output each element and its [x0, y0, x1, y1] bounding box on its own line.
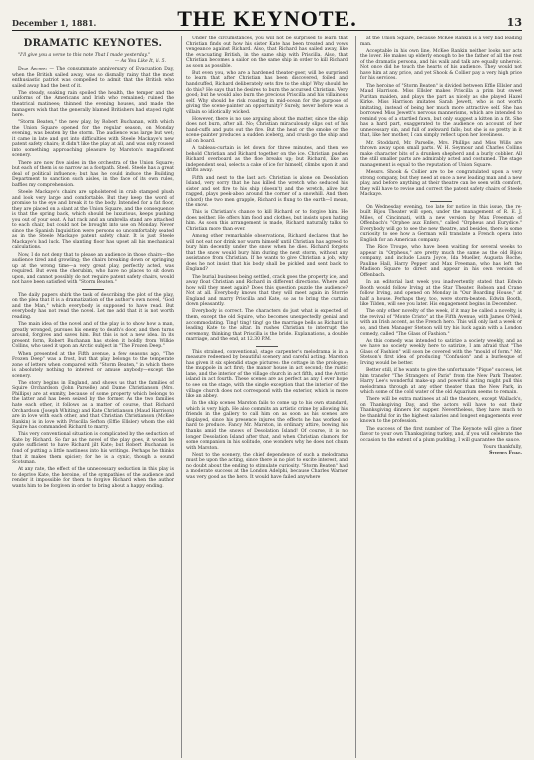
closing: Yours thankfully, [483, 445, 522, 451]
col1-paragraph-10: This very conventional situation is complicated by the seduction of Kate by Richard. So far as the novel of the play goes, it would be quite sufficient to have Richard jilt Kate; but Robert Buchanan is fond of putting a little nastiness into his writings. Perhaps he thinks that it makes them spicier; for he is a cynic, though a sound Scotsman. [12, 432, 174, 466]
section-divider [82, 289, 104, 290]
col1-paragraph-2: "Storm Beaten," the new play, by Robert Buchanan, with which the Union Square opened for the regular season, on Monday evening, was beaten by the storm. The audience was large but wet; it came in late and got into difficulties with Steele Mackaye's new patent safety chairs; it didn't like the play at all, and was only roused into something approaching pleasure by Marston's magnificent scenery. [12, 120, 174, 159]
col3-paragraph-6: The Rice Troupe, who have been waiting for several weeks to appear in "Orpheus," are pretty much the same as the old Bijou company, and include Laura Joyce, Ida Mueller, Augusta Roche, Pauline Hall, Harry Pepper and Max Freeman, who has left the Madison Square to direct and appear in his own version of Offenbach. [360, 245, 522, 278]
col3-paragraph-5: On Wednesday evening, too late for notice in this issue, the re-built Bijou Theater will open, under the management of R. E. J. Miles, of Cincinnati, with a new version by Max Freeman of Offenbach's "Orphee aux Enfers," called "Orpheus and Eurydice." Everybody will go to see the new theatre, and besides, there is some curiosity to see how a German will translate a French opera into English for an American company. [360, 204, 522, 243]
article-title: DRAMATIC KEYNOTES. [23, 38, 163, 49]
salutation-paragraph [12, 67, 174, 89]
col2-paragraph-7: The burial business being settled, crack goes the property ice, and away float Christian and Richard in different directions. Where and how will they meet again? Does this question puzzle the audience? Not at all. Everybody knows that they will meet again in Storrie England and marry Priscilla and Kate, so as to bring the curtain down pleasantly. [186, 274, 348, 308]
col1-paragraph-0: — The consummate anniversary of Evacuation Day, when the British sailed away, was so dismally rainy that the most enthusiastic patriot was compelled to admit that the British who sailed away had the best of it. [12, 67, 174, 89]
article-columns [12, 36, 522, 758]
col2-paragraph-6: Among other remarkable observations, Richard declares that he will not eat nor drink nor warm himself until Christian has agreed to bury him decently under the snow when he dies. Richard forgets that the snow would bury him during the next storm, without any assistance from Christian. If he wants to give Christian a job, why does he not insist that his body shall be pickled and sent back to England? [186, 234, 348, 273]
epigraph [18, 53, 174, 64]
col2-paragraph-3: A tableau-curtain is let down for three minutes, and then we behold Christian and Richard together on the ice. Christian pushes Richard overboard as the floe breaks up; but Richard, like an independent seal, selects a cake of ice for himself, climbs upon it and drifts away. [186, 146, 348, 174]
col2-paragraph-9: This strained, conventional, stage carpenter's melodrama is in a measure redeemed by beautiful scenery and careful acting. Marston has given it six splendid stage pictures: the cottage in the prologue; the muppole in act first; the manor house in act second; the rustic lane, and the interior of the village church in act fifth, and the Arctic island in act fourth. These scenes are as perfect as any I ever hope to see on the stage, with the single exception that the interior of the village church does not correspond with the exterior, which is more like an abbey. [186, 349, 348, 400]
epigraph-source: — As You Like It, ii. 5. [114, 58, 166, 64]
col2-paragraph-4: Fifth and next to the last act: Christian is alone on Desolation Island, very sorry that he has killed the wretch who seduced his sister and set fire to his ship (doesn't) and the wretch, alive but ragged, plays peek-aboo around the corner of a snowhill. And then (chord) the two men grapple, Richard is flung to the earth—I mean, the snow. [186, 175, 348, 209]
masthead-title: THE KEYNOTE. [177, 6, 357, 31]
col3-paragraph-8: The only other novelty of the week, if it may be called a novelty, is the revival of "Monte Cristo" at the Fifth Avenue, with James O'Neil, with an Irish accent, as the French hero. This will only last a week or so, and then Manager Stetson will try his luck again with a London comedy, called "The Glass of Fashion." [360, 309, 522, 337]
epigraph-text: "I'll give you a verse to this note That I made yesterday." [18, 53, 150, 58]
section-divider [430, 201, 452, 202]
section-divider [256, 346, 278, 347]
col3-paragraph-4: Messrs. Shook & Collier are to be congratulated upon a very strong company, but they need at once a new leading man and a new play, and before anything at their theatre can be seen with comfort, they will have to revise and correct the patent safety chairs of Steele Mackaye. [360, 169, 522, 198]
col1-paragraph-3: There are now five aisles in the orchestra of the Union Square; but each of them is so narrow as a footpath. Steel. Steele has a great deal of political influence; but has he could induce the Building Department to sanction such aisles, in the face of its own rules, baffles my comprehension. [12, 160, 174, 188]
col1-paragraph-6: The daily papers shirk the task of describing the plot of the play, on the plea that it is a dramatization of the author's own novel, "God and the Man," which everybody is supposed to have read. But everybody has not read the novel. Let me add that it is not worth reading. [12, 292, 174, 321]
page-header [12, 6, 522, 31]
col3-paragraph-9: As this comedy was intended to satirize a society weekly, and as we have no society weekly here to satirize, I am afraid that "The Glass of Fashion" will soon be covered with the "mould of form." Mr. Stetson's first idea of producing "Confusion" and a burlesque of Irving would be better. [360, 338, 522, 366]
col1-paragraph-9: The story begins in England, and shows us that the families of Squire Orchardson (John Parselle) and Dame Christianson (Mrs. Phillips) are at enmity, because of some property which belongs to the latter and has been seized by the former. As the two families hate each other, it follows as a matter of course, that Richard Orchardson (Joseph Whiting) and Kate Christianson (Maud Harrison) are in love with each other, and that Christian Christianson (McKee Rankin) is in love with Priscilla Sefton (Effie Ellsler) whom the old Squire has commanded Richard to marry. [12, 380, 174, 431]
page-number: 13 [506, 16, 522, 29]
col3-paragraph-10: Better still, if he wants to give the unfortunate "Pique" success, let him transfer "The Strangers of Paris" from the New Park Theater. Harry Lee's wonderful make-up and powerful acting might pull this melodrama through at any other theater than the New Park, in which some of the cold water of the old Aquarium seems to remain. [360, 367, 522, 396]
col2-paragraph-8: Everybody is correct. The characters do just what is expected of them, except the old Squire, who becomes unexpectedly genial and accommodating. Ting! ting! ting! go the marriage bells as Richard is leading Kate to the altar. In rushes Christian to interrupt the ceremony, thinking that Priscilla is the bride. Explanations, a double marriage, and the end, at 12.30 P.M. [186, 309, 348, 343]
col3-paragraph-12: The success of the first number of The Keynote will give a finer flavor to your own Thanksgiving turkey, and, if you will celebrate the occasion to the extent of a plum pudding, I will guarantee the sauce. [360, 426, 522, 443]
salutation: Dear Archer: [18, 67, 48, 73]
column-3 [355, 36, 522, 758]
col3-paragraph-11: There will be extra matinees at all the theaters, except Wallack's, on Thanksgiving Day, and the actors will have to eat their Thanksgiving dinners for supper. Nevertheless, they have much to be thankful for in the highest salaries and longest engagements ever known to the profession. [360, 397, 522, 425]
col2-paragraph-2: However, there is no use arguing about the matter, since the ship does not burn, after all. No; Christian miraculously slips out of his hand-cuffs and puts out the fire. But the heat or the smoke or the scene-painter produces a sudden iceberg, and crush go the ship and all on board. [186, 116, 348, 145]
col1-paragraph-1: The steady, soaking rain spoiled the health, the temper and the uniforms of the Americans and Irish who remained; ruined the theatrical matinees; thinned the evening houses, and made the managers wish that the generally blamed Britishers had stayed right here. [12, 90, 174, 119]
issue-date: December 1, 1881. [12, 18, 97, 28]
col1-paragraph-11: At any rate, the effect of the unnecessary seduction in this play is to deprive Kate, the heroine, of the sympathies of the audience and render it impossible for them to forgive Richard when the author wants him to be forgiven in order to bring about a happy ending. [12, 467, 174, 489]
col3-paragraph-3: Mr. Stoddard, Mr. Parselle, Mrs. Phillips and Miss Wills are thrown away upon small parts. W. H. Seymour and Charles Collins make character bits of a drunken shepherd and a burly cobbler. All the still smaller parts are admirably acted and costumed. The stage management is equal to the reputation of Union Square. [360, 140, 522, 168]
col1-paragraph-4: Steele Mackaye's chairs are upholstered in crab stamped plush and look very large and comfortable. But they keep the word of promise to the eye and break it to the body. Intended for a fat floor, they are placed on a slant at the Union Square, and the consequence is that the spring back, which should be luxurious, keeps pushing you out of your seat. A hat rack and an umbrella stand are attached to each chair, but could not be brought into use on Monday. Never since the Spanish Inquisition were persons so uncomfortably seated as in the Steele Mackaye patent safety chair. It is just Steele Mackaye's bad luck. The slanting floor has upset all his mechanical calculations. [12, 189, 174, 251]
col1-paragraph-7: The main idea of the novel and of the play is to show how a man, greatly wronged, pursues his enemy to death's door, and then turns around, forgives and saves him. But this is not a new idea. In its present form, Robert Buchanan has stolen it boldly from Wilkie Collins, who used it upon an Arctic subject in "The Frozen Deep." [12, 322, 174, 350]
col3-paragraph-7: In an editorial last week you inadvertently stated that Edwin Booth would follow Irving at the Star Theater. Robson and Crane follow Irving, and opened on Monday in "Our Boarding House," at half a house. Perhaps they, too, were storm-beaten. Edwin Booth, like Tilden, will see you later. His engagement begins in December. [360, 279, 522, 308]
col1-paragraph-5: Now, I do not deny that to please an audience in those chairs—the audience tired and growling; the chairs breaking down or springing up at the wrong time—a very great play, perfectly acted, was required. But even the cherubim, who have no places to sit down upon, and cannot possibly do not require patent safety chairs, would not have been satisfied with "Storm Beaten." [12, 252, 174, 286]
col2-paragraph-1: But even you, who are a hardened theater-goer, will be surprised to learn that after Christian has been discovered, foiled and handcuffed, Richard deliberately sets fire to the ship! Why should he do this? He says that he desires to burn the accursed Christian. Very good; but he would also burn the precious Priscilla and his villainous self. Why should he risk roasting in mid-ocean for the purpose of giving the scene-painter an opportunity? Surely, never before was a villain so idiotically wicked. [186, 70, 348, 115]
col2-paragraph-11: Next to the scenery, the chief dependence of such a melodrama must be upon the acting, since there is no plot to excite interest, and no doubt about the ending to stimulate curiosity. "Storm Beaten" had a moderate success at the London Adelphi, because Charles Warner was very good as the hero. It would have failed anywhere [186, 452, 348, 480]
col2-paragraph-5: This is Christian's chance to kill Richard or to forgive him. He does neither. He offers him food and clothes, but insists upon hating him. As soon this arrangement is made, Richard naturally talks to Christian more than ever. [186, 210, 348, 233]
col3-paragraph-0: at the Union Square, because McKee Rankin is a very bad leading man. [360, 36, 522, 47]
col3-paragraph-1: Acceptable in his own line, McKee Rankin neither looks nor acts the lover. He makes up elderly enough to be the father of all the rest of the dramatis persona, and his walk and talk are equally unheroic. Not once did he touch the hearts of his audience. They would not have him at any price, and yet Shook & Collier pay a very high price for his services. [360, 48, 522, 82]
column-2 [181, 36, 348, 758]
col1-paragraph-8: When presented at the Fifth avenue, a few seasons ago, "The Frozen Deep" was a frost, but that play belongs to the temperate zone of letters when compared with "Storm Beaten," in which there is absolutely nothing to interest or amuse anybody—except the scenery. [12, 351, 174, 379]
column-1 [12, 36, 174, 758]
col2-paragraph-0: Under the circumstances, you will not be surprised to learn that Christian finds out how his sister Kate has been treated and vows vengeance against Richard. Also, that Richard has sailed away, like the evacuating British, in the same ship with Priscilla. Also, that Christian becomes a sailor on the same ship in order to kill Richard as soon as possible. [186, 36, 348, 69]
col3-paragraph-2: The heroine of "Storm Beaten" is divided between Effie Ellsler and Maud Harrison. Miss Ellsler makes Priscilla a prim but sweet Puritan maiden, and plays the part as nicely as she played Hazel Kirke. Miss Harrison imitates Sarah Jewett, who is not worth imitating, instead of being her much more attractive self. She has borrowed Miss Jewett's nervous mannerisms, which are intended to remind you of a startled fawn, but only suggest a kitten in a fit. She has a hard part, exaggerated to the audience on account of her unnecessary sin, and full of awkward falls; but she is so pretty in it that, like her mother, I can simply reflect upon her loveliness. [360, 83, 522, 139]
signature: Stephen Fiske. [489, 450, 522, 456]
signoff [360, 445, 522, 456]
col2-paragraph-10: In the ship scenes Marston fails to come up to his own standard, which is very high. He also commits an artistic crime by allowing his friends in the gallery to call him on as soon as his scenes are displayed, since his presence injures the effects he has worked so hard to produce. Fancy Mr. Marston, in ordinary attire, bowing his thanks amid the snows of Desolation Island! Of course, it is no longer Desolation Island after that, and when Christian clamors for some companion in his solitude, one wonders why he does not chum with Marston. [186, 401, 348, 451]
